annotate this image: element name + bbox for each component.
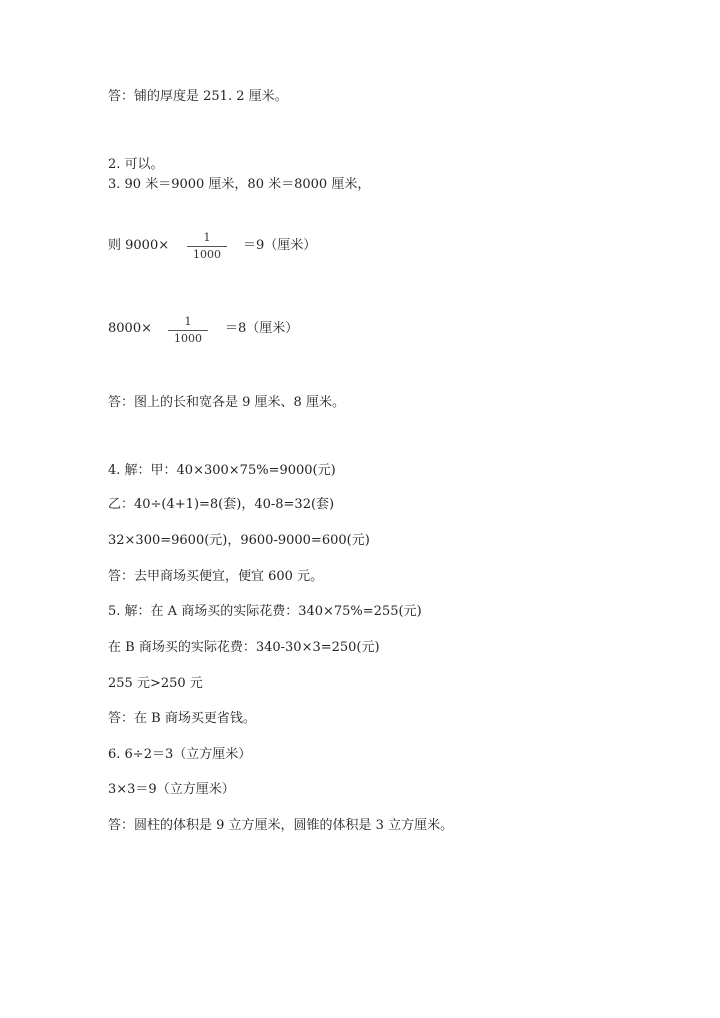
fraction-numerator: 1 — [203, 231, 211, 244]
answer-5-line-2: 在 B 商场买的实际花费：340-30×3=250(元) — [108, 640, 380, 655]
fraction-bar — [187, 246, 227, 247]
answer-4-conclusion: 答：去甲商场买便宜，便宜 600 元。 — [108, 569, 324, 584]
answer-4-line-3: 32×300=9600(元)，9600-9000=600(元) — [108, 533, 370, 548]
answer-3-line-1: 3. 90 米＝9000 厘米，80 米＝8000 厘米， — [108, 177, 371, 192]
answer-3-line-2-suffix: ＝9（厘米） — [243, 238, 317, 253]
answer-3-conclusion: 答：图上的长和宽各是 9 厘米、8 厘米。 — [108, 395, 345, 410]
answer-3-line-2-prefix: 则 9000× — [108, 238, 170, 253]
answer-6-conclusion: 答：圆柱的体积是 9 立方厘米，圆锥的体积是 3 立方厘米。 — [108, 818, 454, 833]
fraction-numerator: 1 — [184, 315, 192, 328]
fraction-bar — [168, 330, 208, 331]
answer-3-line-3-prefix: 8000× — [108, 321, 152, 336]
answer-3-line-3-suffix: ＝8（厘米） — [225, 321, 299, 336]
fraction-1-over-1000 — [187, 232, 227, 261]
answer-2-conclusion: 答：铺的厚度是 251. 2 厘米。 — [108, 89, 288, 104]
answer-6-line-1: 6. 6÷2＝3（立方厘米） — [108, 747, 252, 762]
answer-6-line-2: 3×3＝9（立方厘米） — [108, 782, 235, 797]
answer-4-line-2: 乙：40÷(4+1)=8(套)，40-8=32(套) — [108, 497, 335, 512]
answer-4-line-1: 4. 解：甲：40×300×75%=9000(元) — [108, 463, 336, 478]
answer-2: 2. 可以。 — [108, 157, 164, 172]
fraction-denominator: 1000 — [193, 248, 221, 261]
fraction-1-over-1000 — [168, 316, 208, 345]
answer-5-conclusion: 答：在 B 商场买更省钱。 — [108, 711, 256, 726]
fraction-denominator: 1000 — [174, 332, 202, 345]
answer-5-line-3: 255 元>250 元 — [108, 676, 203, 691]
answer-5-line-1: 5. 解：在 A 商场买的实际花费：340×75%=255(元) — [108, 604, 422, 619]
